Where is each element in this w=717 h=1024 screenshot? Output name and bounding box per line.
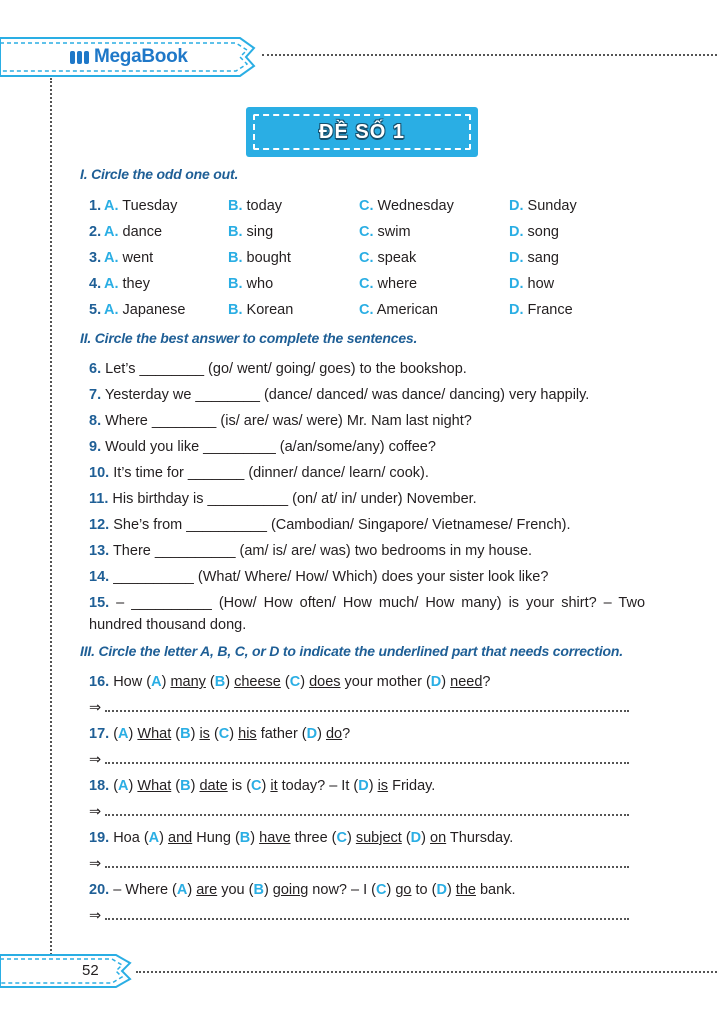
option-letter: D. (509, 250, 524, 266)
underlined-word: date (199, 778, 228, 794)
sentence-text: Would you like _________ (a/an/some/any) coffee? (105, 439, 436, 455)
underlined-word: subject (355, 830, 402, 846)
answer-dots (105, 700, 629, 712)
sentence-text: ? (482, 674, 491, 690)
sentence-text: ) (190, 778, 200, 794)
sentence-text: She’s from __________ (Cambodian/ Singapore/ Vietnamese/ French). (113, 517, 571, 533)
underlined-word: going (272, 882, 309, 898)
option-letter: D (358, 778, 369, 794)
option-letter: A (118, 726, 129, 742)
sentence-text: ? (342, 726, 351, 742)
answer-line (89, 856, 629, 872)
logo-bars-icon (70, 51, 89, 64)
option-letter: B. (228, 250, 243, 266)
underlined-word: and (168, 830, 193, 846)
sentence-text: today? – It ( (277, 778, 359, 794)
sentence-text: ) (261, 778, 271, 794)
question-number: 14. (89, 569, 110, 585)
option-text: today (246, 198, 283, 214)
sentence-text: ( (171, 726, 181, 742)
question-number: 4. (89, 276, 102, 292)
header-divider (262, 54, 717, 56)
question-number: 15. (89, 595, 110, 611)
sentence-text: ) (187, 882, 197, 898)
sentence-text: Thursday. (446, 830, 514, 846)
sentence-text: Hoa ( (113, 830, 149, 846)
option-a (104, 276, 150, 292)
question-number: 3. (89, 250, 102, 266)
option-letter: C (375, 882, 387, 898)
option-letter: D (436, 882, 447, 898)
question-number: 19. (89, 830, 110, 846)
sentence-text: His birthday is __________ (on/ at/ in/ under) November. (112, 491, 477, 507)
sentence-text: Hung ( (192, 830, 240, 846)
option-letter: A (151, 674, 162, 690)
option-c (359, 276, 417, 292)
sentence-item (89, 488, 645, 510)
sentence-item (89, 566, 645, 588)
option-b (228, 250, 291, 266)
sentence-text: ) (441, 674, 451, 690)
option-c (359, 224, 411, 240)
arrow-icon: ⇒ (89, 752, 102, 768)
sentence-text: ( (113, 726, 119, 742)
option-d (509, 198, 577, 214)
underlined-word: are (196, 882, 218, 898)
sentence-item (89, 592, 645, 636)
option-a (104, 250, 153, 266)
correction-item (89, 674, 490, 690)
underlined-word: do (325, 726, 343, 742)
sentence-text: ) (161, 674, 171, 690)
sentence-text: your mother ( (340, 674, 431, 690)
option-letter: B (180, 778, 191, 794)
option-text: swim (377, 224, 411, 240)
option-text: bought (246, 250, 291, 266)
title-banner (246, 107, 478, 157)
question-number: 11. (89, 491, 109, 507)
section-3-heading: III. Circle the letter A, B, C, or D to indicate the underlined part that needs correction. (80, 643, 623, 659)
option-letter: A. (104, 276, 119, 292)
sentence-text: There __________ (am/ is/ are/ was) two bedrooms in my house. (112, 543, 533, 559)
sentence-text: ) (128, 726, 138, 742)
option-letter: B (180, 726, 191, 742)
option-letter: C (289, 674, 301, 690)
option-letter: D. (509, 198, 524, 214)
option-letter: C (251, 778, 262, 794)
option-text: went (122, 250, 154, 266)
option-text: where (377, 276, 418, 292)
underlined-word: go (395, 882, 412, 898)
sentence-item (89, 514, 645, 536)
option-letter: D (410, 830, 422, 846)
option-letter: B. (228, 302, 243, 318)
option-letter: A. (104, 302, 119, 318)
question-number: 17. (89, 726, 110, 742)
option-letter: C (218, 726, 230, 742)
arrow-icon: ⇒ (89, 856, 102, 872)
option-text: Wednesday (377, 198, 454, 214)
option-letter: C. (359, 198, 374, 214)
option-a (104, 302, 185, 318)
sentence-text: ( (205, 674, 215, 690)
footer-divider (136, 971, 717, 973)
sentence-text: ( (280, 674, 290, 690)
sentence-text: Friday. (388, 778, 436, 794)
question-number: 13. (89, 543, 110, 559)
option-letter: D. (509, 302, 524, 318)
option-text: sing (246, 224, 274, 240)
sentence-text: ) (386, 882, 396, 898)
option-letter: C. (359, 224, 374, 240)
option-letter: C. (359, 250, 374, 266)
brand-logo (70, 44, 188, 70)
underlined-word: is (199, 726, 210, 742)
sentence-text: ) (128, 778, 138, 794)
option-letter: C. (359, 276, 374, 292)
underlined-word: many (170, 674, 206, 690)
option-a (104, 224, 162, 240)
sentence-text: ) (300, 674, 310, 690)
sentence-text: ) (347, 830, 356, 846)
option-text: France (527, 302, 573, 318)
option-letter: D. (509, 224, 524, 240)
answer-line (89, 752, 629, 768)
answer-dots (105, 752, 629, 764)
sentence-item (89, 462, 645, 484)
sentence-text: ( (401, 830, 411, 846)
page-title: ĐỀ SỐ 1 (319, 120, 405, 143)
sentence-text: ) (225, 674, 235, 690)
sentence-text: ) (229, 726, 239, 742)
option-letter: B (239, 830, 251, 846)
answer-dots (105, 908, 629, 920)
sentence-text: three ( (290, 830, 337, 846)
question-number: 2. (89, 224, 102, 240)
sentence-text: is ( (227, 778, 252, 794)
sentence-text: ) (250, 830, 260, 846)
sentence-text: to ( (411, 882, 437, 898)
sentence-text: ) (317, 726, 326, 742)
answer-line (89, 908, 629, 924)
sentence-text: bank. (475, 882, 516, 898)
option-text: American (376, 302, 438, 318)
section-2-heading: II. Circle the best answer to complete the sentences. (80, 330, 418, 346)
option-d (509, 276, 554, 292)
underlined-word: on (430, 830, 447, 846)
sentence-text: now? – I ( (308, 882, 376, 898)
option-b (228, 224, 273, 240)
option-text: Japanese (122, 302, 186, 318)
question-number: 9. (89, 439, 102, 455)
sentence-item (89, 540, 645, 562)
underlined-word: need (450, 674, 483, 690)
arrow-icon: ⇒ (89, 804, 102, 820)
sentence-text: It’s time for _______ (dinner/ dance/ learn/ cook). (113, 465, 429, 481)
option-text: speak (377, 250, 417, 266)
underlined-word: the (455, 882, 476, 898)
option-text: who (246, 276, 274, 292)
option-text: Korean (246, 302, 294, 318)
option-c (359, 250, 416, 266)
option-letter: B. (228, 198, 243, 214)
question-number: 16. (89, 674, 110, 690)
sentence-text: ) (190, 726, 200, 742)
option-d (509, 250, 559, 266)
answer-dots (105, 856, 629, 868)
option-d (509, 224, 559, 240)
question-number: 8. (89, 413, 102, 429)
sentence-text: ) (368, 778, 378, 794)
question-number: 5. (89, 302, 102, 318)
option-a (104, 198, 177, 214)
option-text: sang (527, 250, 559, 266)
sentence-text: ( (146, 674, 152, 690)
section-1-heading: I. Circle the odd one out. (80, 166, 239, 182)
logo-text: MegaBook (94, 46, 188, 67)
sentence-item (89, 436, 645, 458)
underlined-word: have (259, 830, 291, 846)
option-letter: A. (104, 224, 119, 240)
option-b (228, 198, 282, 214)
correction-item (89, 830, 513, 846)
correction-item (89, 882, 515, 898)
option-letter: B. (228, 276, 243, 292)
page-number: 52 (82, 962, 99, 979)
underlined-word: What (137, 778, 172, 794)
option-b (228, 302, 293, 318)
correction-item (89, 726, 350, 742)
question-number: 12. (89, 517, 110, 533)
underlined-word: is (377, 778, 389, 794)
option-letter: A (176, 882, 188, 898)
answer-dots (105, 804, 629, 816)
footer-ribbon (0, 953, 136, 989)
underlined-word: does (309, 674, 341, 690)
sentence-text: father ( (256, 726, 307, 742)
sentence-text: ) (159, 830, 169, 846)
sentence-text: – Where ( (113, 882, 177, 898)
sentence-text: ) (421, 830, 431, 846)
answer-line (89, 700, 629, 716)
option-letter: D (306, 726, 318, 742)
answer-line (89, 804, 629, 820)
question-number: 7. (89, 387, 102, 403)
option-text: Tuesday (122, 198, 178, 214)
sentence-text: __________ (What/ Where/ How/ Which) does your sister look like? (113, 569, 549, 585)
option-c (359, 302, 438, 318)
margin-line (50, 78, 52, 958)
question-number: 6. (89, 361, 102, 377)
arrow-icon: ⇒ (89, 908, 102, 924)
sentence-text: ( (171, 778, 181, 794)
question-number: 10. (89, 465, 110, 481)
question-number: 1. (89, 198, 102, 214)
option-letter: A (148, 830, 160, 846)
sentence-item (89, 384, 645, 406)
underlined-word: his (238, 726, 257, 742)
sentence-text: ) (263, 882, 273, 898)
underlined-word: it (270, 778, 278, 794)
option-d (509, 302, 573, 318)
option-letter: B (253, 882, 264, 898)
option-letter: D (430, 674, 442, 690)
question-number: 18. (89, 778, 110, 794)
sentence-text: Where ________ (is/ are/ was/ were) Mr. Nam last night? (105, 413, 472, 429)
sentence-text: – __________ (How/ How often/ How much/ How many) is your shirt? – Two hundred thousand dong. (89, 595, 646, 633)
option-letter: A (118, 778, 129, 794)
option-letter: C. (359, 302, 374, 318)
option-letter: A. (104, 198, 119, 214)
option-text: how (527, 276, 555, 292)
option-text: song (527, 224, 559, 240)
sentence-item (89, 410, 645, 432)
sentence-text: you ( (217, 882, 254, 898)
sentence-text: Yesterday we ________ (dance/ danced/ was dance/ dancing) very happily. (104, 387, 590, 403)
option-text: dance (122, 224, 163, 240)
option-c (359, 198, 454, 214)
sentence-text: How (113, 674, 147, 690)
option-text: Sunday (527, 198, 577, 214)
arrow-icon: ⇒ (89, 700, 102, 716)
sentence-text: ) (446, 882, 456, 898)
option-letter: B. (228, 224, 243, 240)
option-letter: B (214, 674, 226, 690)
question-number: 20. (89, 882, 110, 898)
sentence-item (89, 358, 645, 380)
sentence-text: Let’s ________ (go/ went/ going/ goes) to the bookshop. (105, 361, 467, 377)
option-letter: C (336, 830, 347, 846)
correction-item (89, 778, 435, 794)
underlined-word: What (137, 726, 172, 742)
sentence-text: ( (113, 778, 119, 794)
option-letter: D. (509, 276, 524, 292)
option-text: they (122, 276, 150, 292)
option-letter: A. (104, 250, 119, 266)
option-b (228, 276, 273, 292)
underlined-word: cheese (234, 674, 281, 690)
sentence-text: ( (209, 726, 219, 742)
